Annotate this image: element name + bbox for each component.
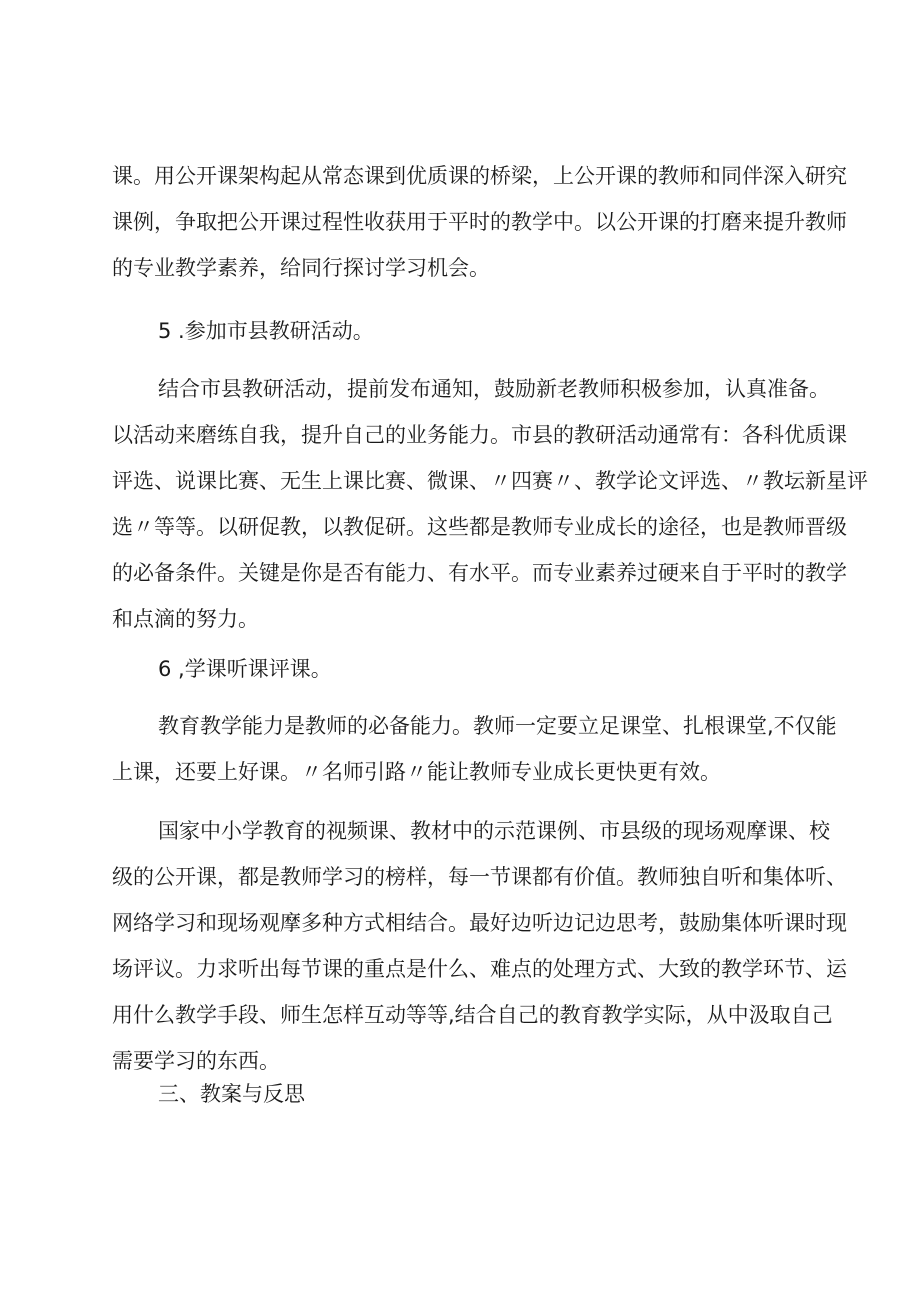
paragraph-line: 和点滴的努力。: [112, 607, 259, 631]
subheading-6: [112, 646, 812, 692]
paragraph-line: 选〃等等。以研促教，以教促研。这些都是教师专业成长的途径，也是教师晋级: [112, 515, 847, 539]
paragraph-line: 评选、说课比赛、无生上课比赛、微课、〃四赛〃、教学论文评选、〃教坛新星评: [112, 469, 868, 493]
section-heading-3: [112, 1071, 812, 1117]
subheading-text: 5 .参加市县教研活动。: [158, 319, 374, 343]
paragraph-line: 网络学习和现场观摩多种方式相结合。最好边听边记边思考，鼓励集体听课时现: [112, 911, 847, 935]
paragraph-line: 需要学习的东西。: [112, 1049, 280, 1073]
paragraph-research-activities: [112, 366, 868, 642]
paragraph-line: 课例，争取把公开课过程性收获用于平时的教学中。以公开课的打磨来提升教师: [112, 210, 847, 234]
paragraph-line: 结合市县教研活动，提前发布通知，鼓励新老教师积极参加，认真准备。: [158, 377, 830, 401]
paragraph-teaching-ability: [112, 703, 837, 795]
paragraph-line: 的专业教学素养，给同行探讨学习机会。: [112, 256, 490, 280]
paragraph-public-lesson: [112, 153, 847, 291]
paragraph-line: 级的公开课，都是教师学习的榜样，每一节课都有价值。教师独自听和集体听、: [112, 865, 847, 889]
section-heading-text: 三、教案与反思: [158, 1082, 305, 1106]
paragraph-observation-lessons: [112, 808, 847, 1084]
paragraph-line: 国家中小学教育的视频课、教材中的示范课例、市县级的现场观摩课、校: [158, 819, 830, 843]
paragraph-line: 课。用公开课架构起从常态课到优质课的桥梁，上公开课的教师和同伴深入研究: [112, 164, 847, 188]
paragraph-line: 用什么教学手段、师生怎样互动等等,结合自己的教育教学实际，从中汲取自己: [112, 1003, 833, 1027]
subheading-5: [112, 308, 812, 354]
subheading-text: 6 ,学课听课评课。: [158, 657, 332, 681]
paragraph-line: 以活动来磨练自我，提升自己的业务能力。市县的教研活动通常有：各科优质课: [112, 423, 847, 447]
paragraph-line: 场评议。力求听出每节课的重点是什么、难点的处理方式、大致的教学环节、运: [112, 957, 847, 981]
paragraph-line: 教育教学能力是教师的必备能力。教师一定要立足课堂、扎根课堂,不仅能: [158, 714, 837, 738]
paragraph-line: 上课，还要上好课。〃名师引路〃能让教师专业成长更快更有效。: [112, 760, 721, 784]
paragraph-line: 的必备条件。关键是你是否有能力、有水平。而专业素养过硬来自于平时的教学: [112, 561, 847, 585]
